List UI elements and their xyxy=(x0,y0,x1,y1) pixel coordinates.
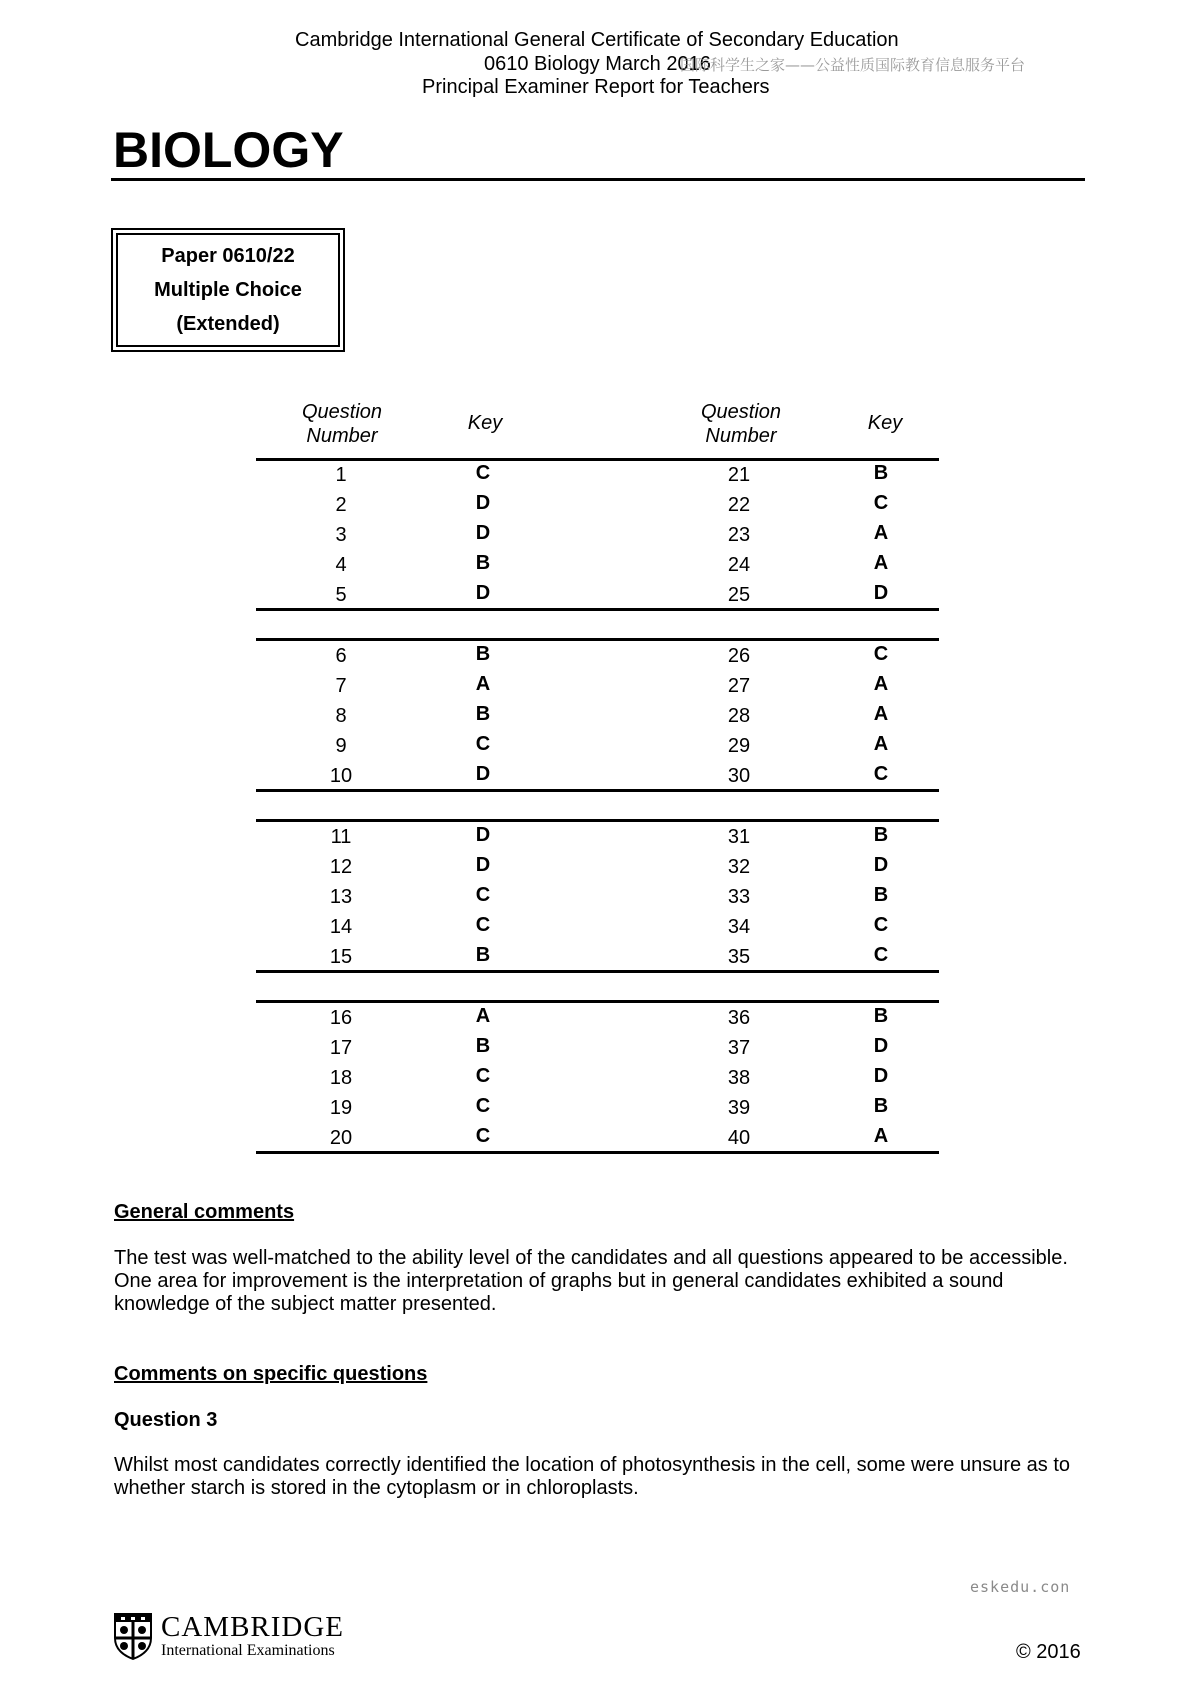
question-number: 18 xyxy=(329,1067,353,1089)
question-number: 2 xyxy=(335,494,347,516)
answer-key: B xyxy=(873,884,889,906)
question-number: 31 xyxy=(727,826,751,848)
answer-key: B xyxy=(475,944,491,966)
answer-key: A xyxy=(873,1125,889,1147)
question-number: 13 xyxy=(329,886,353,908)
answer-key: C xyxy=(475,884,491,906)
answer-key: A xyxy=(873,522,889,544)
answer-key: B xyxy=(475,552,491,574)
answer-key: D xyxy=(475,582,491,604)
answer-key: B xyxy=(475,643,491,665)
header-key-right: Key xyxy=(867,412,903,434)
answer-key: C xyxy=(475,462,491,484)
cambridge-logo xyxy=(113,1612,344,1660)
table-row xyxy=(256,460,939,490)
table-row xyxy=(256,1123,939,1153)
answer-key: C xyxy=(873,763,889,785)
question-number: 32 xyxy=(727,856,751,878)
question-number: 24 xyxy=(727,554,751,576)
answer-key: C xyxy=(475,1065,491,1087)
watermark-text: 国际科学生之家——公益性质国际教育信息服务平台 xyxy=(680,56,1026,74)
table-row xyxy=(256,1093,939,1123)
answer-key: D xyxy=(873,582,889,604)
text-line: Whilst most candidates correctly identified the location of photosynthesis in the cell, some were unsure as to xyxy=(114,1454,1071,1476)
answer-key: C xyxy=(873,914,889,936)
table-row xyxy=(256,1033,939,1063)
header-qualification: Cambridge International General Certificate of Secondary Education xyxy=(295,29,899,51)
table-row xyxy=(256,761,939,791)
table-row xyxy=(256,580,939,610)
question-number: 19 xyxy=(329,1097,353,1119)
question-number: 8 xyxy=(335,705,347,727)
specific-comments-heading: Comments on specific questions xyxy=(114,1363,428,1385)
table-row xyxy=(256,550,939,580)
answer-key: A xyxy=(475,673,491,695)
text-line: knowledge of the subject matter presented. xyxy=(114,1293,497,1315)
header-question-label: Question xyxy=(301,401,383,423)
answer-key: D xyxy=(475,522,491,544)
paper-tier: (Extended) xyxy=(176,313,280,335)
general-comments-text xyxy=(114,1247,1094,1316)
header-key-left: Key xyxy=(467,412,503,434)
header-question-number-right xyxy=(671,400,811,448)
question-number: 17 xyxy=(329,1037,353,1059)
answer-key: D xyxy=(873,1065,889,1087)
header-syllabus-session: 0610 Biology March 2016 xyxy=(484,53,711,75)
question-number: 29 xyxy=(727,735,751,757)
answer-key: B xyxy=(475,1035,491,1057)
text-line: whether starch is stored in the cytoplasm or in chloroplasts. xyxy=(114,1477,639,1499)
question-number: 23 xyxy=(727,524,751,546)
question-number: 15 xyxy=(329,946,353,968)
question-number: 26 xyxy=(727,645,751,667)
question-number: 6 xyxy=(335,645,347,667)
answer-key: C xyxy=(475,914,491,936)
table-row xyxy=(256,490,939,520)
answer-key: A xyxy=(873,552,889,574)
answer-key: D xyxy=(475,763,491,785)
question-number: 34 xyxy=(727,916,751,938)
question-number: 40 xyxy=(727,1127,751,1149)
general-comments-heading: General comments xyxy=(114,1201,295,1223)
question-3-text xyxy=(114,1454,1094,1500)
answer-group-2 xyxy=(256,641,939,791)
question-number: 7 xyxy=(335,675,347,697)
question-number: 20 xyxy=(329,1127,353,1149)
question-number: 5 xyxy=(335,584,347,606)
header-number-label: Number xyxy=(306,425,378,447)
answer-key: C xyxy=(475,1095,491,1117)
question-number: 10 xyxy=(329,765,353,787)
answer-key: C xyxy=(475,1125,491,1147)
answer-key: C xyxy=(475,733,491,755)
answer-key: D xyxy=(475,854,491,876)
question-number: 39 xyxy=(727,1097,751,1119)
question-number: 21 xyxy=(727,464,751,486)
paper-info-box xyxy=(111,228,345,352)
crest-icon xyxy=(113,1612,153,1660)
table-row xyxy=(256,641,939,671)
question-number: 38 xyxy=(727,1067,751,1089)
answer-group-4 xyxy=(256,1003,939,1153)
question-number: 9 xyxy=(335,735,347,757)
table-row xyxy=(256,822,939,852)
table-row xyxy=(256,731,939,761)
question-number: 12 xyxy=(329,856,353,878)
question-number: 35 xyxy=(727,946,751,968)
table-row xyxy=(256,671,939,701)
copyright-notice: © 2016 xyxy=(1016,1641,1081,1663)
answer-key: B xyxy=(873,1005,889,1027)
site-watermark: eskedu.con xyxy=(970,1578,1071,1596)
question-number: 28 xyxy=(727,705,751,727)
answer-key: D xyxy=(475,824,491,846)
answer-key: B xyxy=(873,462,889,484)
answer-key: C xyxy=(873,643,889,665)
logo-subtitle: International Examinations xyxy=(161,1642,335,1659)
answer-key: A xyxy=(873,703,889,725)
table-row xyxy=(256,1003,939,1033)
text-line: The test was well-matched to the ability level of the candidates and all questions appeared to be accessible. xyxy=(114,1247,1068,1269)
paper-info-box-inner xyxy=(116,233,340,347)
answer-group-1 xyxy=(256,460,939,610)
logo-wordmark: CAMBRIDGE xyxy=(161,1611,345,1643)
answer-key: C xyxy=(873,944,889,966)
table-row xyxy=(256,852,939,882)
answer-key: B xyxy=(873,824,889,846)
question-number: 16 xyxy=(329,1007,353,1029)
answer-key: B xyxy=(873,1095,889,1117)
text-line: One area for improvement is the interpretation of graphs but in general candidates exhibited a sound xyxy=(114,1270,1004,1292)
page-title: BIOLOGY xyxy=(113,122,344,178)
paper-type: Multiple Choice xyxy=(154,279,302,301)
answer-key: A xyxy=(873,673,889,695)
title-divider xyxy=(111,178,1085,181)
table-row xyxy=(256,942,939,972)
table-row xyxy=(256,701,939,731)
table-row xyxy=(256,520,939,550)
answer-key: D xyxy=(873,854,889,876)
question-number: 30 xyxy=(727,765,751,787)
table-row xyxy=(256,1063,939,1093)
header-question-label: Question xyxy=(700,401,782,423)
header-report-type: Principal Examiner Report for Teachers xyxy=(422,76,770,98)
logo-text xyxy=(161,1612,344,1660)
question-number: 25 xyxy=(727,584,751,606)
question-number: 1 xyxy=(335,464,347,486)
table-row xyxy=(256,882,939,912)
question-number: 22 xyxy=(727,494,751,516)
answer-key: D xyxy=(873,1035,889,1057)
answer-key: A xyxy=(475,1005,491,1027)
answer-key: B xyxy=(475,703,491,725)
answer-group-3 xyxy=(256,822,939,972)
question-number: 11 xyxy=(330,826,352,848)
table-row xyxy=(256,912,939,942)
question-3-heading: Question 3 xyxy=(114,1409,218,1431)
header-question-number-left xyxy=(272,400,412,448)
answer-key: D xyxy=(475,492,491,514)
question-number: 3 xyxy=(335,524,347,546)
paper-code: Paper 0610/22 xyxy=(161,245,295,267)
answer-key: A xyxy=(873,733,889,755)
answer-key: C xyxy=(873,492,889,514)
question-number: 4 xyxy=(335,554,347,576)
question-number: 36 xyxy=(727,1007,751,1029)
question-number: 27 xyxy=(727,675,751,697)
question-number: 14 xyxy=(329,916,353,938)
header-number-label: Number xyxy=(705,425,777,447)
question-number: 33 xyxy=(727,886,751,908)
question-number: 37 xyxy=(727,1037,751,1059)
